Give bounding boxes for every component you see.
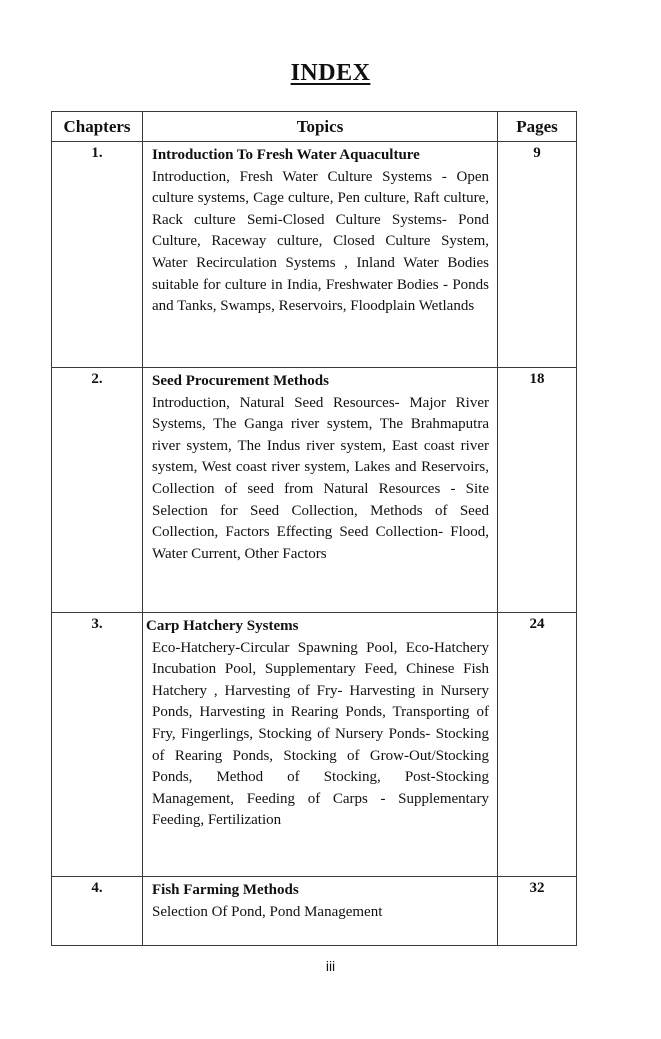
table-row <box>52 142 577 368</box>
page-number-cell: 24 <box>498 613 577 877</box>
table-row <box>52 368 577 613</box>
topic-cell <box>143 368 498 613</box>
chapter-description: Introduction, Natural Seed Resources- Major River Systems, The Ganga river system, The Brahmaputra river system, The Indus river system, East coast river system, West coast river system, Lakes and Reservoirs, Collection of seed from Natural Resources - Site Selection for Seed Collection, Methods of Seed Collection, Factors Effecting Seed Collection- Flood, Water Current, Other Factors <box>152 394 489 562</box>
page-footer-number: iii <box>325 958 336 974</box>
chapter-description: Introduction, Fresh Water Culture Systems - Open culture systems, Cage culture, Pen culture, Raft culture, Rack culture Semi-Closed Culture Systems- Pond Culture, Raceway culture, Closed Culture System, Water Recirculation Systems , Inland Water Bodies suitable for culture in India, Freshwater Bodies - Ponds and Tanks, Swamps, Reservoirs, Floodplain Wetlands <box>152 168 489 315</box>
topic-cell <box>143 877 498 946</box>
header-pages: Pages <box>498 112 577 142</box>
chapter-number: 1. <box>52 142 143 368</box>
topic-cell <box>143 613 498 877</box>
chapter-number: 4. <box>52 877 143 946</box>
page-number-cell: 32 <box>498 877 577 946</box>
chapter-description: Selection Of Pond, Pond Management <box>152 903 383 920</box>
table-row <box>52 877 577 946</box>
chapter-title: Introduction To Fresh Water Aquaculture <box>152 147 420 163</box>
index-table <box>51 111 577 946</box>
chapter-title: Carp Hatchery Systems <box>146 618 299 634</box>
table-row <box>52 613 577 877</box>
page-number-cell: 9 <box>498 142 577 368</box>
chapter-number: 2. <box>52 368 143 613</box>
page-title: INDEX <box>290 60 371 86</box>
chapter-description: Eco-Hatchery-Circular Spawning Pool, Eco-Hatchery Incubation Pool, Supplementary Feed, Chinese Fish Hatchery , Harvesting of Fry- Harvesting in Nursery Ponds, Harvesting in Rearing Ponds, Transporting of Fry, Fingerlings, Stocking of Nursery Ponds- Stocking of Rearing Ponds, Stocking of Grow-Out/Stocking Ponds, Method of Stocking, Post-Stocking Management, Feeding of Carps - Supplementary Feeding, Fertilization <box>152 639 489 829</box>
chapter-number: 3. <box>52 613 143 877</box>
chapter-title: Fish Farming Methods <box>152 882 299 898</box>
topic-cell <box>143 142 498 368</box>
page-number-cell: 18 <box>498 368 577 613</box>
table-header-row <box>52 112 577 142</box>
header-chapters: Chapters <box>52 112 143 142</box>
chapter-title: Seed Procurement Methods <box>152 373 329 389</box>
header-topics: Topics <box>143 112 498 142</box>
